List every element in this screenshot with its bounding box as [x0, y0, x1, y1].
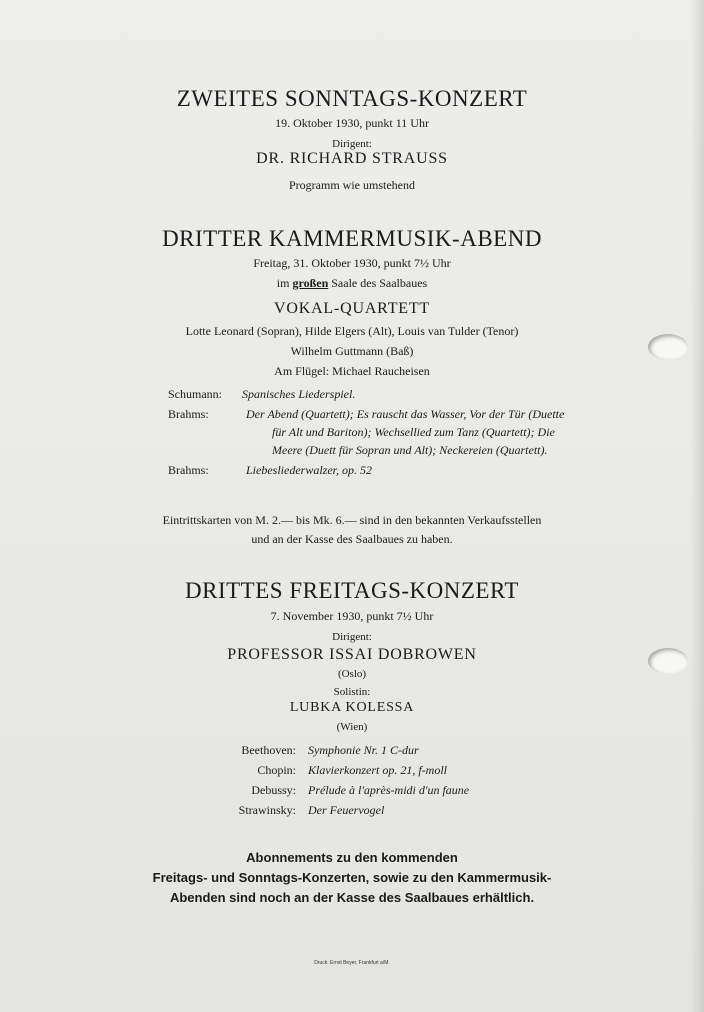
subscription-line-2: Freitags- und Sonntags-Konzerten, sowie zu den Kammermusik- [152, 870, 552, 885]
subscription-line-3: Abenden sind noch an der Kasse des Saalbaues erhältlich. [169, 890, 535, 905]
program-composer: Chopin: [257, 763, 296, 777]
concert2-performers-2: Wilhelm Guttmann (Baß) [290, 344, 414, 358]
program-composer: Brahms: [168, 463, 209, 477]
concert1-date: 19. Oktober 1930, punkt 11 Uhr [275, 116, 429, 130]
program-composer: Brahms: [168, 407, 209, 421]
venue-prefix: im [276, 276, 290, 290]
program-composer: Debussy: [251, 783, 296, 797]
concert3-conductor: PROFESSOR ISSAI DOBROWEN [227, 646, 477, 663]
concert2-performers-1: Lotte Leonard (Sopran), Hilde Elgers (Alt), Louis van Tulder (Tenor) [185, 324, 519, 338]
program-work-line: Meere (Duett für Sopran und Alt); Neckereien (Quartett). [272, 443, 548, 457]
program-work-line: Der Abend (Quartett); Es rauscht das Wasser, Vor der Tür (Duette [246, 407, 565, 421]
concert2-title: DRITTER KAMMERMUSIK-ABEND [162, 226, 542, 251]
concert2-venue [0, 276, 704, 291]
program-work: Liebesliederwalzer, op. 52 [246, 463, 372, 477]
venue-suffix: Saale des Saalbaues [331, 276, 428, 290]
tickets-line-2: und an der Kasse des Saalbaues zu haben. [251, 532, 453, 546]
concert3-program [0, 743, 704, 823]
concert3-conductor-label: Dirigent: [332, 631, 372, 643]
concert3-soloist-label: Solistin: [333, 686, 371, 698]
program-composer: Strawinsky: [238, 803, 296, 817]
concert1-conductor: DR. RICHARD STRAUSS [256, 150, 448, 167]
concert2-ensemble: VOKAL-QUARTETT [274, 300, 430, 317]
concert3-title: DRITTES FREITAGS-KONZERT [185, 578, 519, 603]
subscription-line-1: Abonnements zu den kommenden [246, 850, 458, 865]
concert1-conductor-label: Dirigent: [332, 138, 372, 150]
concert3-soloist-city: (Wien) [336, 721, 368, 733]
program-work-line: für Alt und Bariton); Wechsellied zum Tanz (Quartett); Die [272, 425, 555, 439]
program-work: Der Feuervogel [308, 803, 385, 817]
concert2-program [168, 387, 638, 487]
concert2-date: Freitag, 31. Oktober 1930, punkt 7½ Uhr [253, 256, 451, 270]
concert3-conductor-city: (Oslo) [337, 668, 367, 680]
concert2-piano: Am Flügel: Michael Raucheisen [274, 364, 430, 378]
program-work: Prélude à l'après-midi d'un faune [308, 783, 470, 797]
concert3-date: 7. November 1930, punkt 7½ Uhr [270, 609, 434, 623]
program-composer: Beethoven: [241, 743, 296, 757]
program-composer: Schumann: [168, 387, 222, 401]
concert1-note: Programm wie umstehend [289, 178, 415, 192]
tickets-line-1: Eintrittskarten von M. 2.— bis Mk. 6.— sind in den bekannten Verkaufsstellen [162, 513, 542, 527]
program-work: Spanisches Liederspiel. [242, 387, 356, 401]
concert1-title: ZWEITES SONNTAGS-KONZERT [176, 86, 528, 111]
program-work: Symphonie Nr. 1 C-dur [308, 743, 419, 757]
program-work: Klavierkonzert op. 21, f-moll [308, 763, 447, 777]
concert3-soloist: LUBKA KOLESSA [289, 700, 415, 715]
venue-emphasis: großen [292, 276, 329, 290]
printer-imprint: Druck: Ernst Beyer, Frankfurt a/M. [314, 960, 390, 966]
